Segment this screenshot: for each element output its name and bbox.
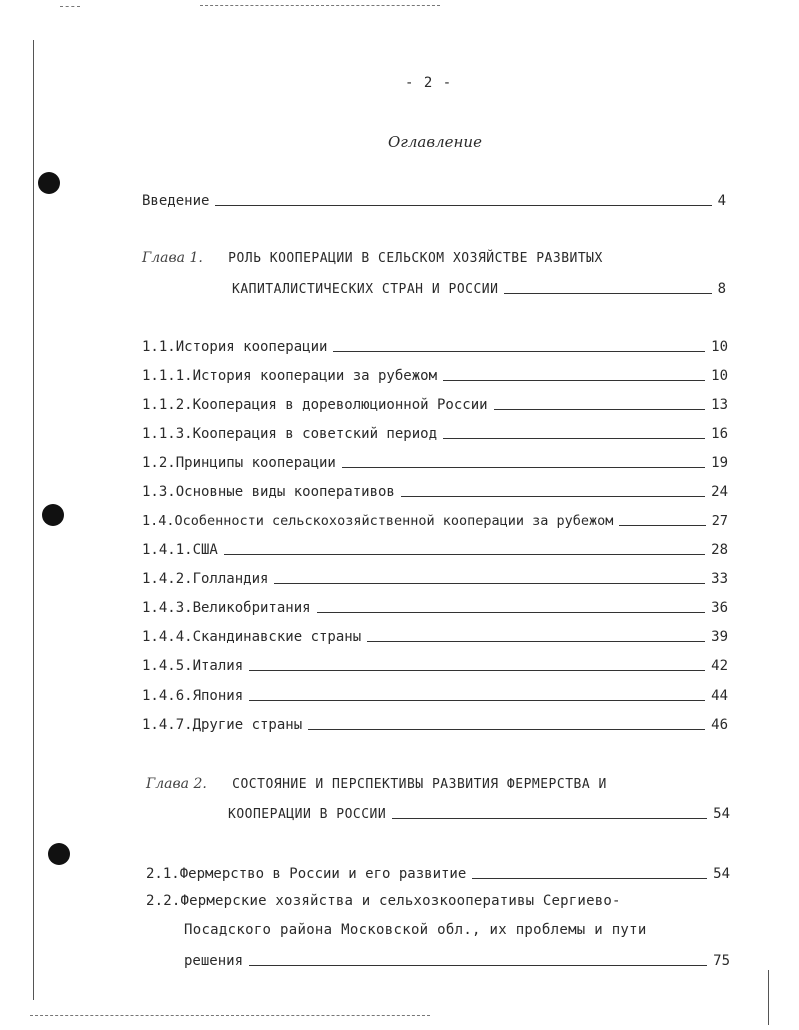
toc-entry[interactable] — [142, 686, 728, 704]
toc-entry-intro[interactable] — [142, 191, 726, 209]
scan-artifact-right-edge — [768, 970, 769, 1025]
toc-entry-label: 1.4.3.Великобритания — [142, 600, 311, 616]
toc-entry[interactable] — [142, 569, 728, 587]
toc-entry-page: 36 — [711, 600, 728, 616]
chapter2-title-line2: КООПЕРАЦИИ В РОССИИ — [228, 807, 387, 822]
scan-artifact-top-line — [200, 5, 440, 7]
chapter2-title-line1: СОСТОЯНИЕ И ПЕРСПЕКТИВЫ РАЗВИТИЯ ФЕРМЕРСТВА И — [232, 777, 607, 792]
toc-entry-line2: Посадского района Московской обл., их проблемы и пути — [184, 922, 647, 938]
toc-entry-label: 1.1.3.Кооперация в советский период — [142, 426, 438, 442]
toc-entry-page: 16 — [711, 426, 728, 442]
toc-entry-page: 46 — [711, 717, 728, 733]
toc-entry-label: 1.4.1.США — [142, 542, 218, 558]
toc-entry[interactable] — [142, 540, 728, 558]
toc-entry-page: 27 — [711, 513, 728, 529]
scan-artifact-top-line — [60, 6, 80, 8]
toc-leader — [472, 878, 707, 879]
toc-entry-label: 1.4.7.Другие страны — [142, 717, 303, 733]
toc-entry-page: 13 — [711, 397, 728, 413]
toc-entry-page: 39 — [711, 629, 728, 645]
toc-entry-page: 54 — [713, 866, 730, 882]
toc-entry-page: 54 — [713, 806, 730, 822]
toc-entry-page: 42 — [711, 658, 728, 674]
toc-leader — [619, 525, 705, 526]
toc-leader — [333, 351, 705, 352]
toc-entry[interactable] — [142, 715, 728, 733]
toc-leader — [249, 700, 705, 701]
chapter1-title-line1: РОЛЬ КООПЕРАЦИИ В СЕЛЬСКОМ ХОЗЯЙСТВЕ РАЗВИТЫХ — [228, 251, 603, 266]
toc-entry[interactable] — [184, 951, 730, 969]
toc-leader — [367, 641, 705, 642]
toc-entry-label: 1.2.Принципы кооперации — [142, 455, 336, 471]
toc-entry-page: 24 — [711, 484, 728, 500]
toc-entry-label: 1.4.5.Италия — [142, 658, 244, 674]
toc-leader — [317, 612, 706, 613]
toc-entry[interactable] — [142, 453, 728, 471]
page-number: - 2 - — [405, 75, 453, 91]
toc-leader — [274, 583, 705, 584]
toc-entry-label: Введение — [142, 193, 210, 209]
toc-leader — [401, 496, 705, 497]
toc-leader — [215, 205, 711, 206]
toc-entry-chapter2[interactable] — [228, 804, 730, 822]
toc-entry-label: 1.1.История кооперации — [142, 339, 328, 355]
toc-entry-page: 28 — [711, 542, 728, 558]
toc-entry-label: 2.1.Фермерство в России и его развитие — [146, 866, 467, 882]
chapter2-prefix: Глава 2. — [146, 776, 207, 792]
toc-leader — [443, 438, 705, 439]
toc-leader — [494, 409, 706, 410]
toc-entry[interactable] — [142, 337, 728, 355]
toc-entry-line1: 2.2.Фермерские хозяйства и сельхозкооперативы Сергиево- — [146, 893, 621, 909]
toc-entry[interactable] — [142, 598, 728, 616]
toc-entry[interactable] — [142, 511, 728, 529]
toc-entry-page: 75 — [713, 953, 730, 969]
toc-entry-page: 44 — [711, 688, 728, 704]
toc-leader — [443, 380, 705, 381]
toc-entry-page: 8 — [717, 281, 726, 297]
toc-entry[interactable] — [146, 864, 730, 882]
toc-entry-page: 4 — [717, 193, 726, 209]
scan-artifact-left-edge — [33, 40, 34, 1000]
toc-entry-page: 10 — [711, 368, 728, 384]
toc-leader — [342, 467, 705, 468]
toc-entry[interactable] — [142, 424, 728, 442]
chapter1-heading-line1 — [142, 250, 603, 266]
toc-entry-label: 1.4.2.Голландия — [142, 571, 269, 587]
toc-entry-label: 1.1.1.История кооперации за рубежом — [142, 368, 438, 384]
toc-entry-page: 10 — [711, 339, 728, 355]
toc-entry[interactable] — [142, 656, 728, 674]
toc-entry-label: 1.4.4.Скандинавские страны — [142, 629, 362, 645]
toc-leader — [249, 670, 705, 671]
toc-leader — [308, 729, 705, 730]
toc-entry-label: решения — [184, 953, 244, 969]
toc-entry-label: 1.4.6.Япония — [142, 688, 244, 704]
toc-entry-page: 33 — [711, 571, 728, 587]
toc-entry-page: 19 — [711, 455, 728, 471]
punch-hole-icon — [48, 843, 70, 865]
scan-artifact-bottom-line — [30, 1015, 430, 1017]
toc-entry-label: 1.1.2.Кооперация в дореволюционной России — [142, 397, 488, 413]
toc-entry[interactable] — [142, 395, 728, 413]
toc-leader — [392, 818, 707, 819]
chapter1-title-line2: КАПИТАЛИСТИЧЕСКИХ СТРАН И РОССИИ — [232, 282, 499, 297]
toc-entry-label: 1.4.Особенности сельскохозяйственной кооперации за рубежом — [142, 513, 614, 529]
toc-leader — [249, 965, 707, 966]
chapter2-heading-line1 — [146, 776, 607, 792]
toc-entry[interactable] — [142, 627, 728, 645]
page-title: Оглавление — [388, 133, 482, 151]
toc-entry[interactable] — [142, 366, 728, 384]
toc-entry[interactable] — [142, 482, 728, 500]
toc-leader — [224, 554, 705, 555]
toc-entry-label: 1.3.Основные виды кооперативов — [142, 484, 395, 500]
punch-hole-icon — [42, 504, 64, 526]
toc-leader — [504, 293, 711, 294]
punch-hole-icon — [38, 172, 60, 194]
chapter1-prefix: Глава 1. — [142, 250, 203, 266]
toc-entry-chapter1[interactable] — [232, 279, 726, 297]
